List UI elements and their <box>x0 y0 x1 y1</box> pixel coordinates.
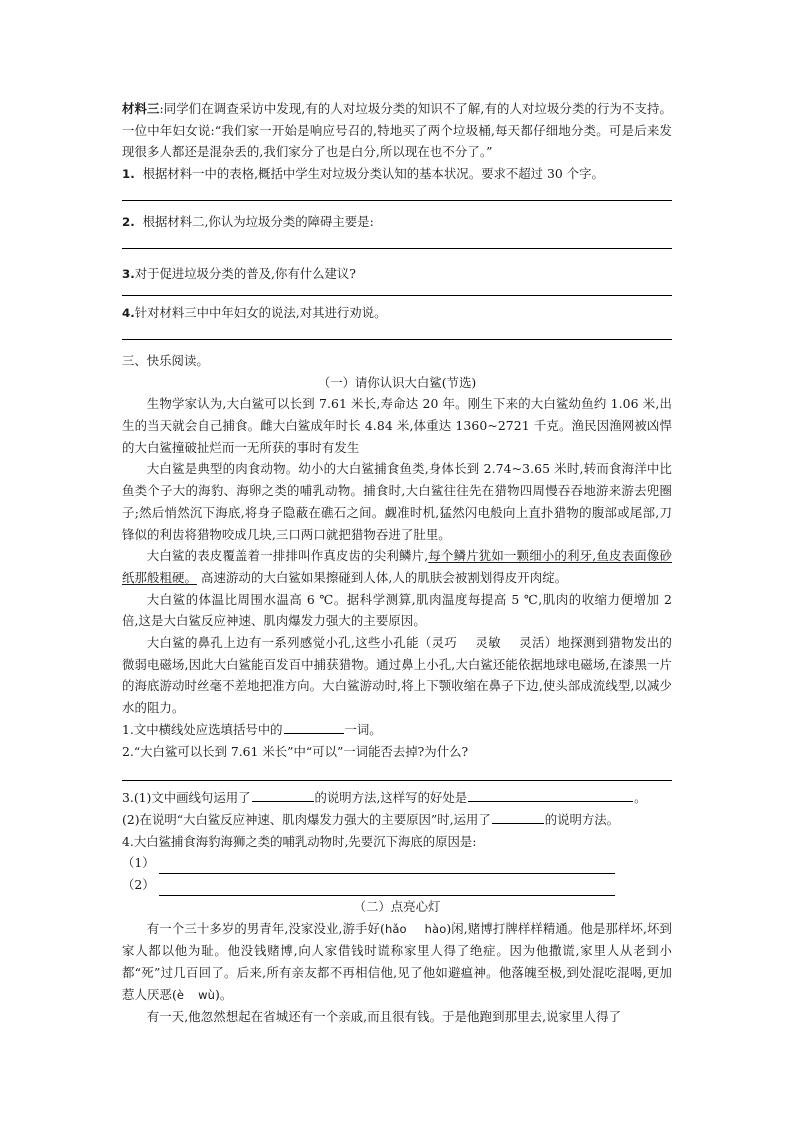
reading-one-question-4: 4.大白鲨捕食海豹海狮之类的哺乳动物时,先要沉下海底的原因是: <box>122 833 477 849</box>
reading-one-paragraph-2: 大白鲨是典型的肉食动物。幼小的大白鲨捕食鱼类,身体长到 2.74~3.65 米时,转而食海洋中比鱼类个子大的海豹、海卵之类的哺乳动物。捕食时,大白鲨往往先在猎物四周慢吞吞地游来游去兜圈子;然后悄然沉下海底,将身子隐蔽在礁石之间。觑准时机,猛然闪电般向上直扑猎物的腹部或尾部,刀锋似的利齿将猎物咬成几块,三口两口就把猎物吞进了肚里。 <box>122 461 672 542</box>
reading-one-q3-1-a: 3.(1)文中画线句运用了 <box>122 790 251 806</box>
section-three-heading: 三、快乐阅读。 <box>122 352 209 368</box>
reading-one-q3-1-b: 的说明方法,这样写的好处是 <box>314 790 468 806</box>
material-three-body: :同学们在调查采访中发现,有的人对垃圾分类的知识不了解,有的人对垃圾分类的行为不支持。一位中年妇女说:“我们家一开始是响应号召的,特地买了两个垃圾桶,每天都仔细地分类。可是后来发现很多人都还是混杂丢的,我们家分了也是白分,所以现在也不分了。” <box>122 101 672 160</box>
reading-one-question-2: 2.“大白鲨可以长到 7.61 米长”中“可以”一词能否去掉?为什么? <box>122 743 469 759</box>
reading-one-q3-2-blank[interactable] <box>492 810 544 824</box>
reading-one-q3-2-a: (2)在说明“大白鲨反应神速、肌肉爆发力强大的主要原因”时,运用了 <box>122 811 491 827</box>
reading-one-q4-item-1-rule[interactable] <box>159 858 615 874</box>
reading-one-q4-item-2-label: （2） <box>122 877 155 893</box>
reading-one-q4-item-1 <box>122 852 672 874</box>
reading-one-paragraph-1: 生物学家认为,大白鲨可以长到 7.61 米长,寿命达 20 年。刚生下来的大白鲨幼鱼约 1.06 米,出生的当天就会自己捕食。雌大白鲨成年时长 4.84 米,体重达 1360~2721 千克。渔民因渔网被凶悍的大白鲨撞破扯烂而一无所获的事时有发生 <box>122 396 672 455</box>
reading-one-paragraph-5 <box>122 632 672 719</box>
question-2 <box>122 211 672 234</box>
reading-one-q4-item-2 <box>122 874 672 896</box>
reading-one-q3-1-blank-2[interactable] <box>468 788 633 802</box>
paragraph-5-choice-2: 灵敏 <box>475 635 501 651</box>
question-4-text: 针对材料三中中年妇女的说法,对其进行劝说。 <box>134 305 387 321</box>
question-2-number: 2. <box>122 214 135 229</box>
reading-two-p1-part2: )闲,赌博打牌样样精通。他是那样坏,坏到家人都以他为耻。他没钱赌博,向人家借钱时谎称家里人得了绝症。因为他撒谎,家里人从老到小都“死”过几百回了。后来,所有亲友都不再相信他,见了他如避瘟神。他落魄至极,到处混吃混喝,更加惹人厌恶( <box>122 920 672 1002</box>
pinyin-hao-third: hǎo <box>384 921 407 936</box>
question-3 <box>122 263 672 286</box>
pinyin-hao-fourth: hào <box>424 921 447 936</box>
reading-one-q4-item-2-rule[interactable] <box>159 880 615 896</box>
reading-one-q3-1-c: 。 <box>634 790 647 806</box>
reading-one-q1-before: 1.文中横线处应选填括号中的 <box>122 721 283 737</box>
pinyin-e: è <box>176 987 185 1002</box>
reading-one-question-3-1 <box>122 787 672 809</box>
material-three-label: 材料三 <box>122 101 160 116</box>
reading-two-paragraph-2: 有一天,他忽然想起在省城还有一个亲戚,而且很有钱。于是他跑到那里去,说家里人得了 <box>146 1009 622 1025</box>
question-2-text: 根据材料二,你认为垃圾分类的障碍主要是: <box>142 213 374 229</box>
pinyin-wu: wù <box>198 987 215 1002</box>
question-4-number: 4. <box>122 306 135 321</box>
reading-two-p1-part3: )。 <box>215 986 233 1002</box>
reading-two-p1-part1: 有一个三十多岁的男青年,没家没业,游手好( <box>146 920 385 936</box>
reading-one-question-1 <box>122 719 672 741</box>
reading-one-q3-2-b: 的说明方法。 <box>544 811 620 827</box>
question-4 <box>122 302 672 325</box>
reading-one-question-3-2 <box>122 809 672 831</box>
paragraph-5-choice-3: 灵活 <box>518 635 545 651</box>
question-3-number: 3. <box>122 266 135 281</box>
paragraph-3-after: 高速游动的大白鲨如果擦碰到人体,人的肌肤会被割划得皮开肉绽。 <box>196 569 568 585</box>
paragraph-3-before: 大白鲨的表皮覆盖着一排排叫作真皮齿的尖利鳞片, <box>146 548 429 564</box>
reading-one-paragraph-4: 大白鲨的体温比周围水温高 6 ℃。据科学测算,肌肉温度每提高 5 ℃,肌肉的收缩力便增加 2 倍,这是大白鲨反应神速、肌肉爆发力强大的主要原因。 <box>122 591 672 629</box>
reading-one-q1-blank[interactable] <box>284 720 344 734</box>
reading-two-title: （二）点亮心灯 <box>353 898 441 914</box>
material-three-paragraph <box>122 98 672 163</box>
reading-one-title: （一）请你认识大白鲨(节选) <box>317 374 477 390</box>
question-3-text: 对于促进垃圾分类的普及,你有什么建议? <box>134 265 356 281</box>
reading-two-paragraph-1 <box>122 918 672 1007</box>
paragraph-5-part1: 大白鲨的鼻孔上边有一系列感觉小孔,这些小孔能（灵巧 <box>146 635 458 651</box>
question-1 <box>122 163 672 186</box>
question-1-text: 根据材料一中的表格,概括中学生对垃圾分类认知的基本状况。要求不超过 30 个字。 <box>142 166 604 182</box>
reading-one-q3-1-blank-1[interactable] <box>252 788 314 802</box>
document-page <box>122 98 672 1028</box>
paragraph-5-part2: ）地探测到猎物发出的微弱电磁场,因此大白鲨能百发百中捕获猎物。通过鼻上小孔,大白鲨还能依据地球电磁场,在漆黑一片的海底游动时丝毫不差地把准方向。大白鲨游动时,将上下颚收缩在鼻子下边,使头部成流线型,以减少水的阻力。 <box>122 635 673 716</box>
reading-one-paragraph-3 <box>122 545 672 588</box>
reading-one-q1-after: 一词。 <box>344 721 382 737</box>
paragraph-3-underlined: 每个鳞片犹如一颗细小的利牙,鱼皮表面像砂纸那般粗硬。 <box>122 548 672 585</box>
reading-one-q4-item-1-label: （1） <box>122 855 155 871</box>
question-1-number: 1. <box>122 167 135 182</box>
